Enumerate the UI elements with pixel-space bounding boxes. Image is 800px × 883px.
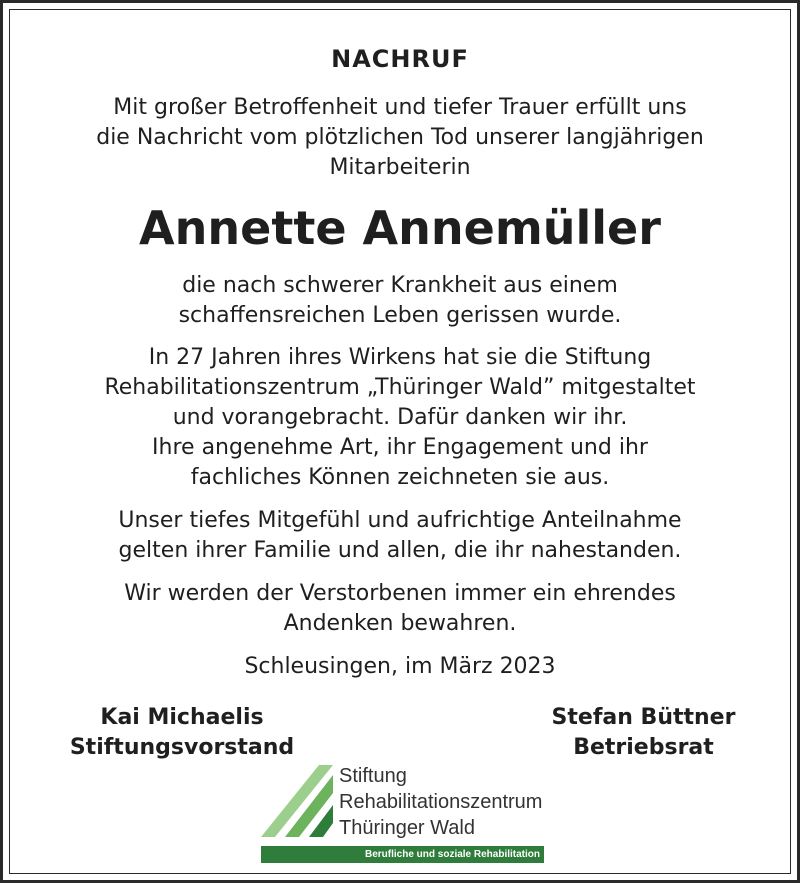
logo-tagline: Berufliche und soziale Rehabilitation bbox=[364, 849, 541, 860]
text-line: Wir werden der Verstorbenen immer ein ehrendes bbox=[124, 581, 676, 606]
logo-text bbox=[339, 763, 542, 841]
signatory-name: Kai Michaelis bbox=[100, 705, 264, 730]
place-date: Schleusingen, im März 2023 bbox=[244, 654, 556, 679]
signatory-left bbox=[53, 703, 311, 763]
intro-paragraph bbox=[3, 93, 797, 183]
text-line: schaffensreichen Leben gerissen wurde. bbox=[178, 303, 622, 328]
signatory-role: Stiftungsvorstand bbox=[69, 735, 295, 760]
text-line: Ihre angenehme Art, ihr Engagement und ihr bbox=[152, 435, 648, 460]
text-line: Mitarbeiterin bbox=[329, 155, 471, 180]
condolence-paragraph bbox=[3, 506, 797, 566]
illness-paragraph bbox=[3, 271, 797, 331]
signatory-right bbox=[531, 703, 756, 763]
text-line: Unser tiefes Mitgefühl und aufrichtige Anteilnahme bbox=[118, 508, 682, 533]
signatory-name: Stefan Büttner bbox=[551, 705, 736, 730]
stripes-logo-icon bbox=[261, 765, 341, 845]
logo-tagline-bar bbox=[261, 846, 544, 863]
text-line: Andenken bewahren. bbox=[283, 611, 517, 636]
work-paragraph bbox=[3, 343, 797, 493]
text-line: die nach schwerer Krankheit aus einem bbox=[182, 273, 618, 298]
text-line: und vorangebracht. Dafür danken wir ihr. bbox=[172, 405, 628, 430]
notice-heading: NACHRUF bbox=[331, 45, 469, 73]
text-line: die Nachricht vom plötzlichen Tod unserer langjährigen bbox=[96, 125, 704, 150]
logo-line: Stiftung bbox=[339, 765, 407, 787]
text-line: Rehabilitationszentrum „Thüringer Wald” mitgestaltet bbox=[104, 375, 696, 400]
text-line: fachliches Können zeichneten sie aus. bbox=[190, 465, 610, 490]
text-line: Mit großer Betroffenheit und tiefer Trauer erfüllt uns bbox=[113, 95, 687, 120]
text-line: gelten ihrer Familie und allen, die ihr nahestanden. bbox=[118, 538, 682, 563]
foundation-logo bbox=[261, 763, 551, 867]
deceased-name: Annette Annemüller bbox=[139, 201, 661, 255]
logo-line: Thüringer Wald bbox=[339, 817, 475, 839]
text-line: In 27 Jahren ihres Wirkens hat sie die Stiftung bbox=[148, 345, 652, 370]
logo-line: Rehabilitationszentrum bbox=[339, 791, 543, 813]
signatory-role: Betriebsrat bbox=[573, 735, 714, 760]
remembrance-paragraph bbox=[3, 579, 797, 639]
